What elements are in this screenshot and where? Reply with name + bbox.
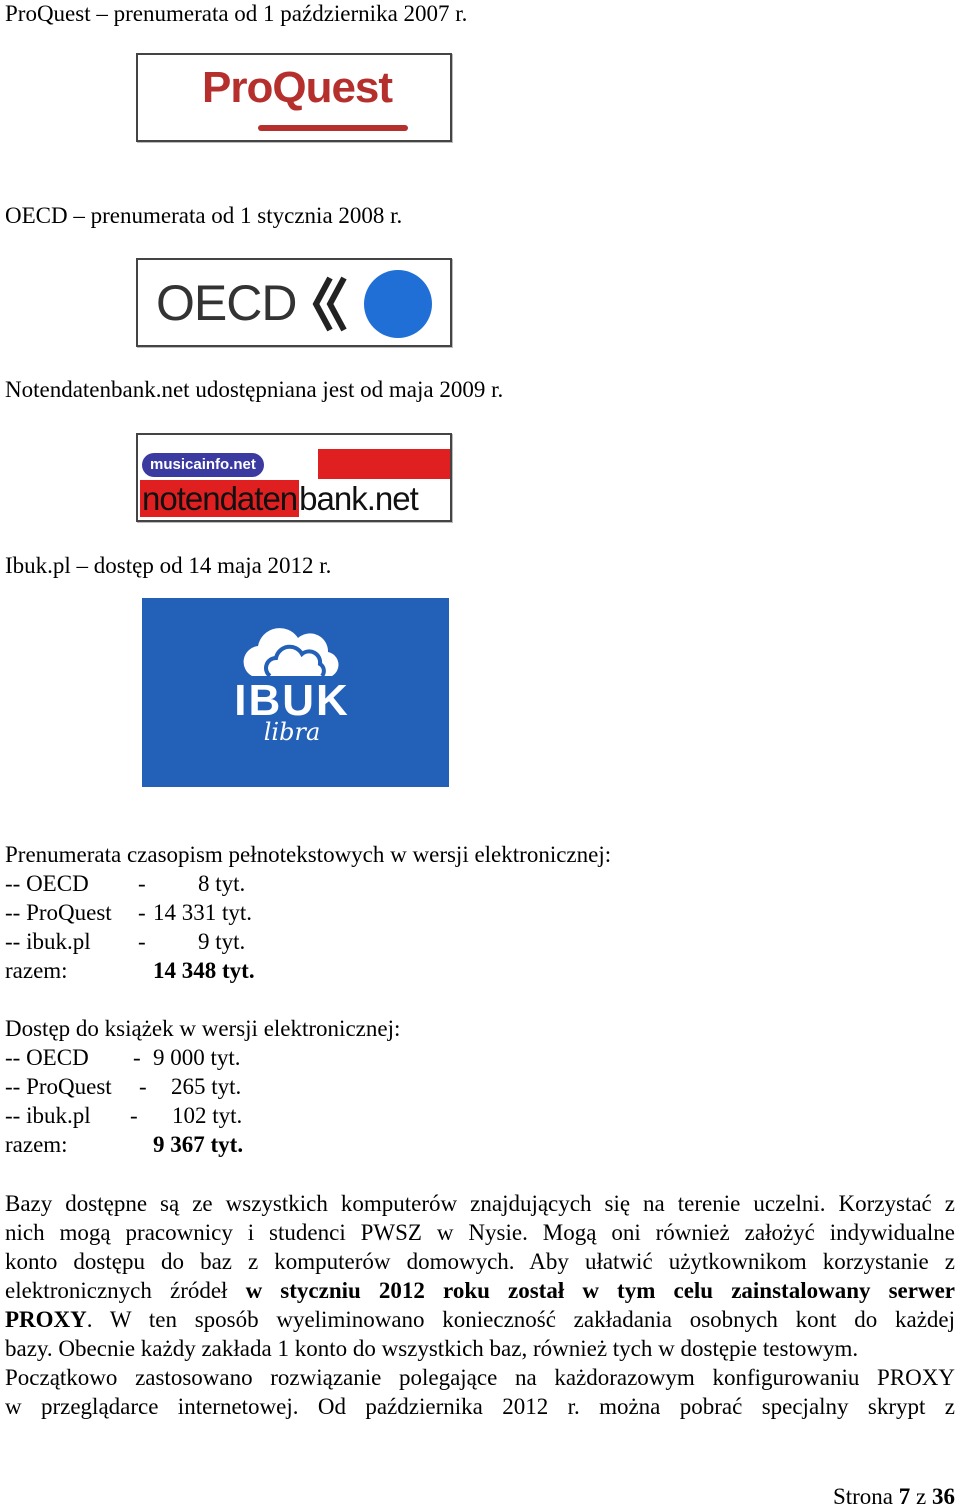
row-sep: - [130, 1103, 138, 1128]
row-value: 265 tyt. [171, 1074, 242, 1099]
row-sep: - [138, 900, 146, 925]
books-row-proquest [5, 1073, 241, 1101]
total-value: 14 348 tyt. [153, 958, 255, 983]
cloud-icon [232, 624, 352, 684]
row-label: -- ibuk.pl [5, 1103, 91, 1128]
row-label: -- OECD [5, 1045, 89, 1070]
paragraph-bold: w styczniu 2012 roku został w tym celu zainstalowany serwer [245, 1278, 955, 1303]
row-sep: - [133, 1045, 141, 1070]
journals-row-proquest [5, 899, 252, 927]
row-label: -- OECD [5, 871, 89, 896]
body-paragraph [5, 1189, 955, 1421]
row-label: -- ProQuest [5, 1074, 112, 1099]
row-sep: - [138, 929, 146, 954]
row-value: 9 000 tyt. [153, 1045, 241, 1070]
paragraph-line [5, 1305, 955, 1334]
proquest-heading: ProQuest – prenumerata od 1 października 2007 r. [5, 1, 468, 26]
footer-total-pages: 36 [932, 1484, 955, 1509]
row-sep: - [138, 871, 146, 896]
notendatenbank-logo [136, 433, 452, 522]
oecd-emblem-icon [308, 264, 448, 344]
journals-row-oecd [5, 870, 245, 898]
books-total [5, 1131, 243, 1159]
ibuk-heading: Ibuk.pl – dostęp od 14 maja 2012 r. [5, 553, 332, 578]
row-value: 8 tyt. [198, 871, 246, 896]
footer-page-number: 7 [898, 1484, 911, 1509]
ndb-red-block [318, 449, 450, 479]
books-heading: Dostęp do książek w wersji elektronicznej: [5, 1016, 401, 1041]
paragraph-line: Początkowo zastosowano rozwiązanie polegające na każdorazowym konfigurowaniu PROXY [5, 1365, 955, 1390]
total-label: razem: [5, 958, 68, 983]
paragraph-line: konto dostępu do baz z komputerów domowych. Aby ułatwić użytkownikom korzystanie z [5, 1249, 955, 1274]
footer-sep: z [916, 1484, 927, 1509]
oecd-logo [136, 258, 452, 347]
total-value: 9 367 tyt. [153, 1132, 244, 1157]
journals-heading: Prenumerata czasopism pełnotekstowych w wersji elektronicznej: [5, 842, 612, 867]
ibuk-logo [142, 598, 449, 787]
row-value: 102 tyt. [172, 1103, 243, 1128]
row-sep: - [139, 1074, 147, 1099]
proquest-logo [136, 53, 452, 142]
notendatenbank-logo-text [140, 479, 418, 519]
paragraph-line: bazy. Obecnie każdy zakłada 1 konto do wszystkich baz, również tych w dostępie testowym. [5, 1336, 859, 1361]
oecd-heading: OECD – prenumerata od 1 stycznia 2008 r. [5, 203, 403, 228]
row-value: 9 tyt. [198, 929, 246, 954]
musicainfo-label: musicainfo.net [142, 453, 264, 477]
ibuk-logo-subtext: libra [263, 718, 321, 746]
paragraph-line: nich mogą pracownicy i studenci PWSZ w Nysie. Mogą oni również założyć indywidualne [5, 1220, 955, 1245]
journals-total [5, 957, 255, 985]
journals-row-ibuk [5, 928, 245, 956]
page-footer [833, 1484, 955, 1510]
row-label: -- ProQuest [5, 900, 112, 925]
proquest-swoosh [258, 125, 408, 131]
ndb-text-b: bank.net [299, 480, 418, 517]
oecd-logo-text: OECD [156, 275, 297, 331]
notendatenbank-heading: Notendatenbank.net udostępniana jest od maja 2009 r. [5, 377, 504, 402]
books-row-oecd [5, 1044, 241, 1072]
paragraph-line: w przeglądarce internetowej. Od października 2012 r. można pobrać specjalny skrypt z [5, 1394, 955, 1419]
paragraph-line: Bazy dostępne są ze wszystkich komputerów znajdujących się na terenie uczelni. Korzystać z [5, 1191, 955, 1216]
books-row-ibuk [5, 1102, 242, 1130]
row-label: -- ibuk.pl [5, 929, 91, 954]
paragraph-text: . W ten sposób wyeliminowano konieczność zakładania osobnych kont do każdej [86, 1307, 955, 1332]
paragraph-bold: PROXY [5, 1307, 87, 1332]
total-label: razem: [5, 1132, 68, 1157]
ndb-text-a: notendaten [142, 480, 298, 517]
row-value: 14 331 tyt. [153, 900, 253, 925]
footer-prefix: Strona [832, 1484, 894, 1509]
paragraph-line [5, 1276, 955, 1305]
proquest-logo-text: ProQuest [202, 63, 393, 112]
paragraph-text: elektronicznych źródeł [5, 1278, 228, 1303]
ibuk-logo-text: IBUK [234, 676, 350, 725]
